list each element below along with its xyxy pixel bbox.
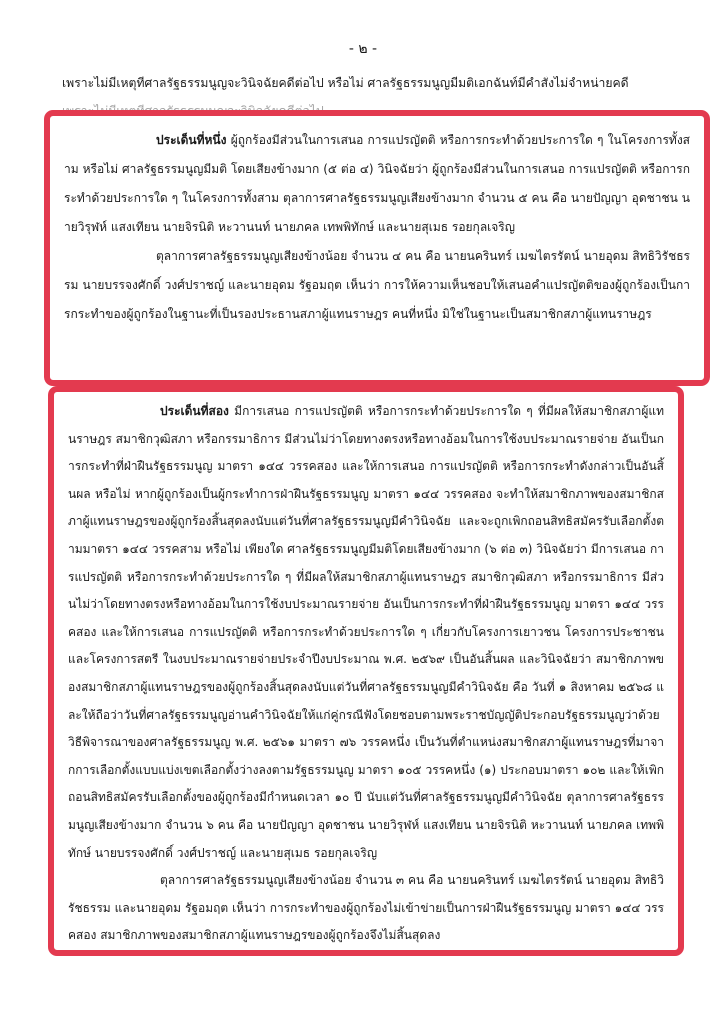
issue-one-highlight-box (44, 110, 710, 386)
issue-one-minority-paragraph: ตุลาการศาลรัฐธรรมนูญเสียงข้างน้อย จำนวน ๔ คน คือ นายนครินทร์ เมฆไตรรัตน์ นายอุดม สิทธิวิรัชธรรม นายบรรจงศักดิ์ วงศ์ปราชญ์ และนายอุดม รัฐอมฤต เห็นว่า การให้ความเห็นชอบให้เสนอคำแปรญัตติของผู้ถูกร้องเป็นการกระทำของผู้ถูกร้องในฐานะที่เป็นรองประธานสภาผู้แทนราษฎร คนที่หนึ่ง มิใช่ในฐานะเป็นสมาชิกสภาผู้แทนราษฎร (64, 249, 690, 321)
carry-over-line: เพราะไม่มีเหตุที่ศาลรัฐธรรมนูญจะวินิจฉัยคดีต่อไป หรือไม่ ศาลรัฐธรรมนูญมีมติเอกฉันท์มีคำสั่งไม่จำหน่ายคดี (62, 76, 629, 90)
issue-one-paragraph (64, 126, 690, 242)
issue-two-minority-paragraph: ตุลาการศาลรัฐธรรมนูญเสียงข้างน้อย จำนวน ๓ คน คือ นายนครินทร์ เมฆไตรรัตน์ นายอุดม สิทธิวิรัชธรรม และนายอุดม รัฐอมฤต เห็นว่า การกระทำของผู้ถูกร้องไม่เข้าข่ายเป็นการฝ่าฝืนรัฐธรรมนูญ มาตรา ๑๔๔ วรรคสอง สมาชิกภาพของสมาชิกสภาผู้แทนราษฎรของผู้ถูกร้องจึงไม่สิ้นสุดลง (68, 873, 664, 943)
issue-two-paragraph (68, 398, 664, 867)
page-number: - ๒ - (348, 41, 378, 57)
issue-two-body: มีการเสนอ การแปรญัตติ หรือการกระทำด้วยประการใด ๆ ที่มีผลให้สมาชิกสภาผู้แทนราษฎร สมาชิกวุฒิสภา หรือกรรมาธิการ มีส่วนไม่ว่าโดยทางตรงหรือทางอ้อมในการใช้งบประมาณรายจ่าย อันเป็นการกระทำที่ฝ่าฝืนรัฐธรรมนูญ มาตรา ๑๔๔ วรรคสอง และให้การเสนอ การแปรญัตติ หรือการกระทำดังกล่าวเป็นอันสิ้นผล หรือไม่ หากผู้ถูกร้องเป็นผู้กระทำการฝ่าฝืนรัฐธรรมนูญ มาตรา ๑๔๔ วรรคสอง จะทำให้สมาชิกภาพของสมาชิกสภาผู้แทนราษฎรของผู้ถูกร้องสิ้นสุดลงนับแต่วันที่ศาลรัฐธรรมนูญมีคำวินิจฉัย และจะถูกเพิกถอนสิทธิสมัครรับเลือกตั้งตามมาตรา ๑๔๔ วรรคสาม หรือไม่ เพียงใด ศาลรัฐธรรมนูญมีมติโดยเสียงข้างมาก (๖ ต่อ ๓) วินิจฉัยว่า มีการเสนอ การแปรญัตติ หรือการกระทำด้วยประการใด ๆ ที่มีผลให้สมาชิกสภาผู้แทนราษฎร สมาชิกวุฒิสภา หรือกรรมาธิการ มีส่วนไม่ว่าโดยทางตรงหรือทางอ้อมในการใช้งบประมาณรายจ่าย อันเป็นการกระทำที่ฝ่าฝืนรัฐธรรมนูญ มาตรา ๑๔๔ วรรคสอง และให้การเสนอ การแปรญัตติ หรือการกระทำด้วยประการใด ๆ เกี่ยวกับโครงการเยาวชน โครงการประชาชน และโครงการสตรี ในงบประมาณรายจ่ายประจำปีงบประมาณ พ.ศ. ๒๕๖๙ เป็นอันสิ้นผล และวินิจฉัยว่า สมาชิกภาพของสมาชิกสภาผู้แทนราษฎรของผู้ถูกร้องสิ้นสุดลงนับแต่วันที่ศาลรัฐธรรมนูญมีคำวินิจฉัย คือ วันที่ ๑ สิงหาคม ๒๕๖๘ และให้ถือว่าวันที่ศาลรัฐธรรมนูญอ่านคำวินิจฉัยให้แก่คู่กรณีฟังโดยชอบตามพระราชบัญญัติประกอบรัฐธรรมนูญว่าด้วยวิธีพิจารณาของศาลรัฐธรรมนูญ พ.ศ. ๒๕๖๑ มาตรา ๗๖ วรรคหนึ่ง เป็นวันที่ตำแหน่งสมาชิกสภาผู้แทนราษฎรที่มาจากการเลือกตั้งแบบแบ่งเขตเลือกตั้งว่างลงตามรัฐธรรมนูญ มาตรา ๑๐๕ วรรคหนึ่ง (๑) ประกอบมาตรา ๑๐๒ และให้เพิกถอนสิทธิสมัครรับเลือกตั้งของผู้ถูกร้องมีกำหนดเวลา ๑๐ ปี นับแต่วันที่ศาลรัฐธรรมนูญมีคำวินิจฉัย ตุลาการศาลรัฐธรรมนูญเสียงข้างมาก จำนวน ๖ คน คือ นายปัญญา อุดชาชน นายวิรุฬห์ แสงเทียน นายจิรนิติ หะวานนท์ นายภคล เทพพิทักษ์ นายบรรจงศักดิ์ วงศ์ปราชญ์ และนายสุเมธ รอยกุลเจริญ (68, 404, 664, 860)
issue-one-body: ผู้ถูกร้องมีส่วนในการเสนอ การแปรญัตติ หรือการกระทำด้วยประการใด ๆ ในโครงการทั้งสาม หรือไม่ ศาลรัฐธรรมนูญมีมติ โดยเสียงข้างมาก (๕ ต่อ ๔) วินิจฉัยว่า ผู้ถูกร้องมีส่วนในการเสนอ การแปรญัตติ หรือการกระทำด้วยประการใด ๆ ในโครงการทั้งสาม ตุลาการศาลรัฐธรรมนูญเสียงข้างมาก จำนวน ๕ คน คือ นายปัญญา อุดชาชน นายวิรุฬห์ แสงเทียน นายจิรนิติ หะวานนท์ นายภคล เทพพิทักษ์ และนายสุเมธ รอยกุลเจริญ (64, 133, 690, 234)
issue-one-heading: ประเด็นที่หนึ่ง (156, 133, 227, 147)
issue-two-heading: ประเด็นที่สอง (160, 404, 229, 418)
issue-two-highlight-box (48, 386, 684, 956)
